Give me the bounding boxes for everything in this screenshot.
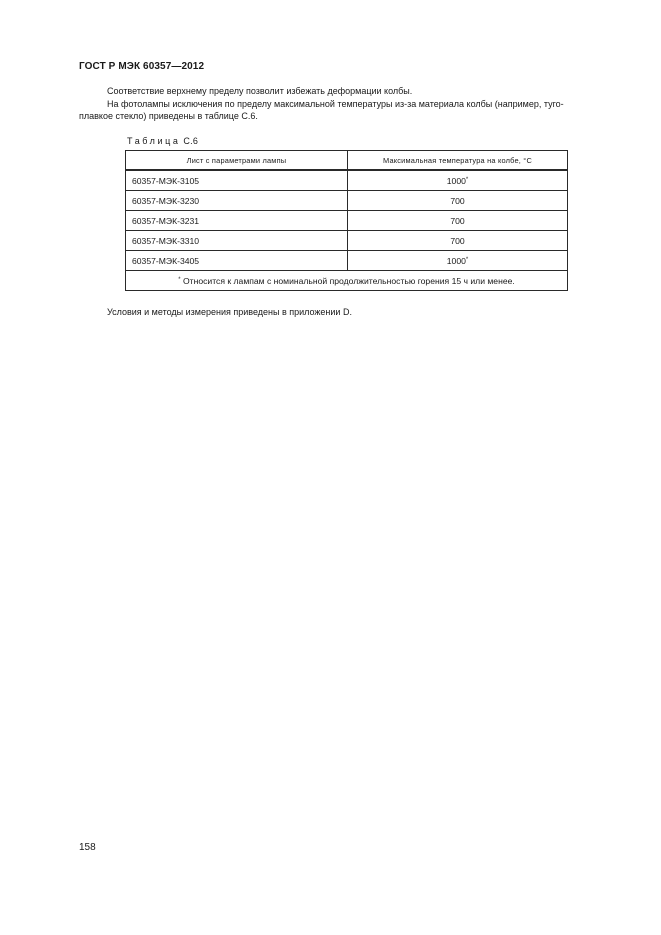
- paragraph-text-line-1: На фотолампы исключения по пределу максимальной температуры из-за материала колбы (например, туго-: [107, 99, 564, 109]
- cell-sheet: 60357-МЭК-3405: [126, 251, 348, 271]
- cell-temperature: [348, 251, 568, 271]
- footnote-marker: *: [465, 176, 469, 183]
- table-caption: [127, 136, 198, 146]
- paragraph-bulb-deformation: [79, 85, 619, 97]
- document-header: ГОСТ Р МЭК 60357—2012: [79, 61, 205, 72]
- bulb-temperature-table: [125, 150, 568, 291]
- footnote-marker: *: [178, 276, 181, 283]
- temperature-value: 700: [450, 195, 465, 206]
- table-footnote: [126, 271, 568, 291]
- paragraph-measurement-methods: [79, 306, 619, 318]
- temperature-value: 1000: [446, 255, 466, 266]
- table-caption-number: С.6: [183, 136, 199, 146]
- paragraph-text-line-2: плавкое стекло) приведены в таблице С.6.: [79, 111, 258, 121]
- paragraph-text: Соответствие верхнему пределу позволит избежать деформации колбы.: [107, 86, 413, 96]
- cell-temperature: [348, 211, 568, 231]
- cell-temperature: [348, 191, 568, 211]
- paragraph-photolamp-exceptions: [79, 98, 619, 122]
- footnote-marker: *: [465, 256, 469, 263]
- page-number: 158: [79, 842, 96, 853]
- table-row: [126, 191, 568, 211]
- table-caption-word: Таблица: [127, 136, 181, 146]
- cell-sheet: 60357-МЭК-3230: [126, 191, 348, 211]
- table-row: [126, 251, 568, 271]
- table-row: [126, 211, 568, 231]
- paragraph-text: Условия и методы измерения приведены в приложении D.: [107, 307, 352, 317]
- table-row: [126, 170, 568, 191]
- cell-temperature: [348, 170, 568, 191]
- cell-sheet: 60357-МЭК-3231: [126, 211, 348, 231]
- cell-sheet: 60357-МЭК-3105: [126, 170, 348, 191]
- cell-sheet: 60357-МЭК-3310: [126, 231, 348, 251]
- temperature-value: 700: [450, 235, 465, 246]
- table-header-row: [126, 151, 568, 171]
- cell-temperature: [348, 231, 568, 251]
- table-footnote-row: [126, 271, 568, 291]
- footnote-text: Относится к лампам с номинальной продолжительностью горения 15 ч или менее.: [180, 275, 515, 286]
- temperature-value: 1000: [446, 175, 466, 186]
- column-header-sheet: Лист с параметрами лампы: [126, 151, 348, 171]
- column-header-max-temperature: Максимальная температура на колбе, °С: [348, 151, 568, 171]
- table-row: [126, 231, 568, 251]
- temperature-value: 700: [450, 215, 465, 226]
